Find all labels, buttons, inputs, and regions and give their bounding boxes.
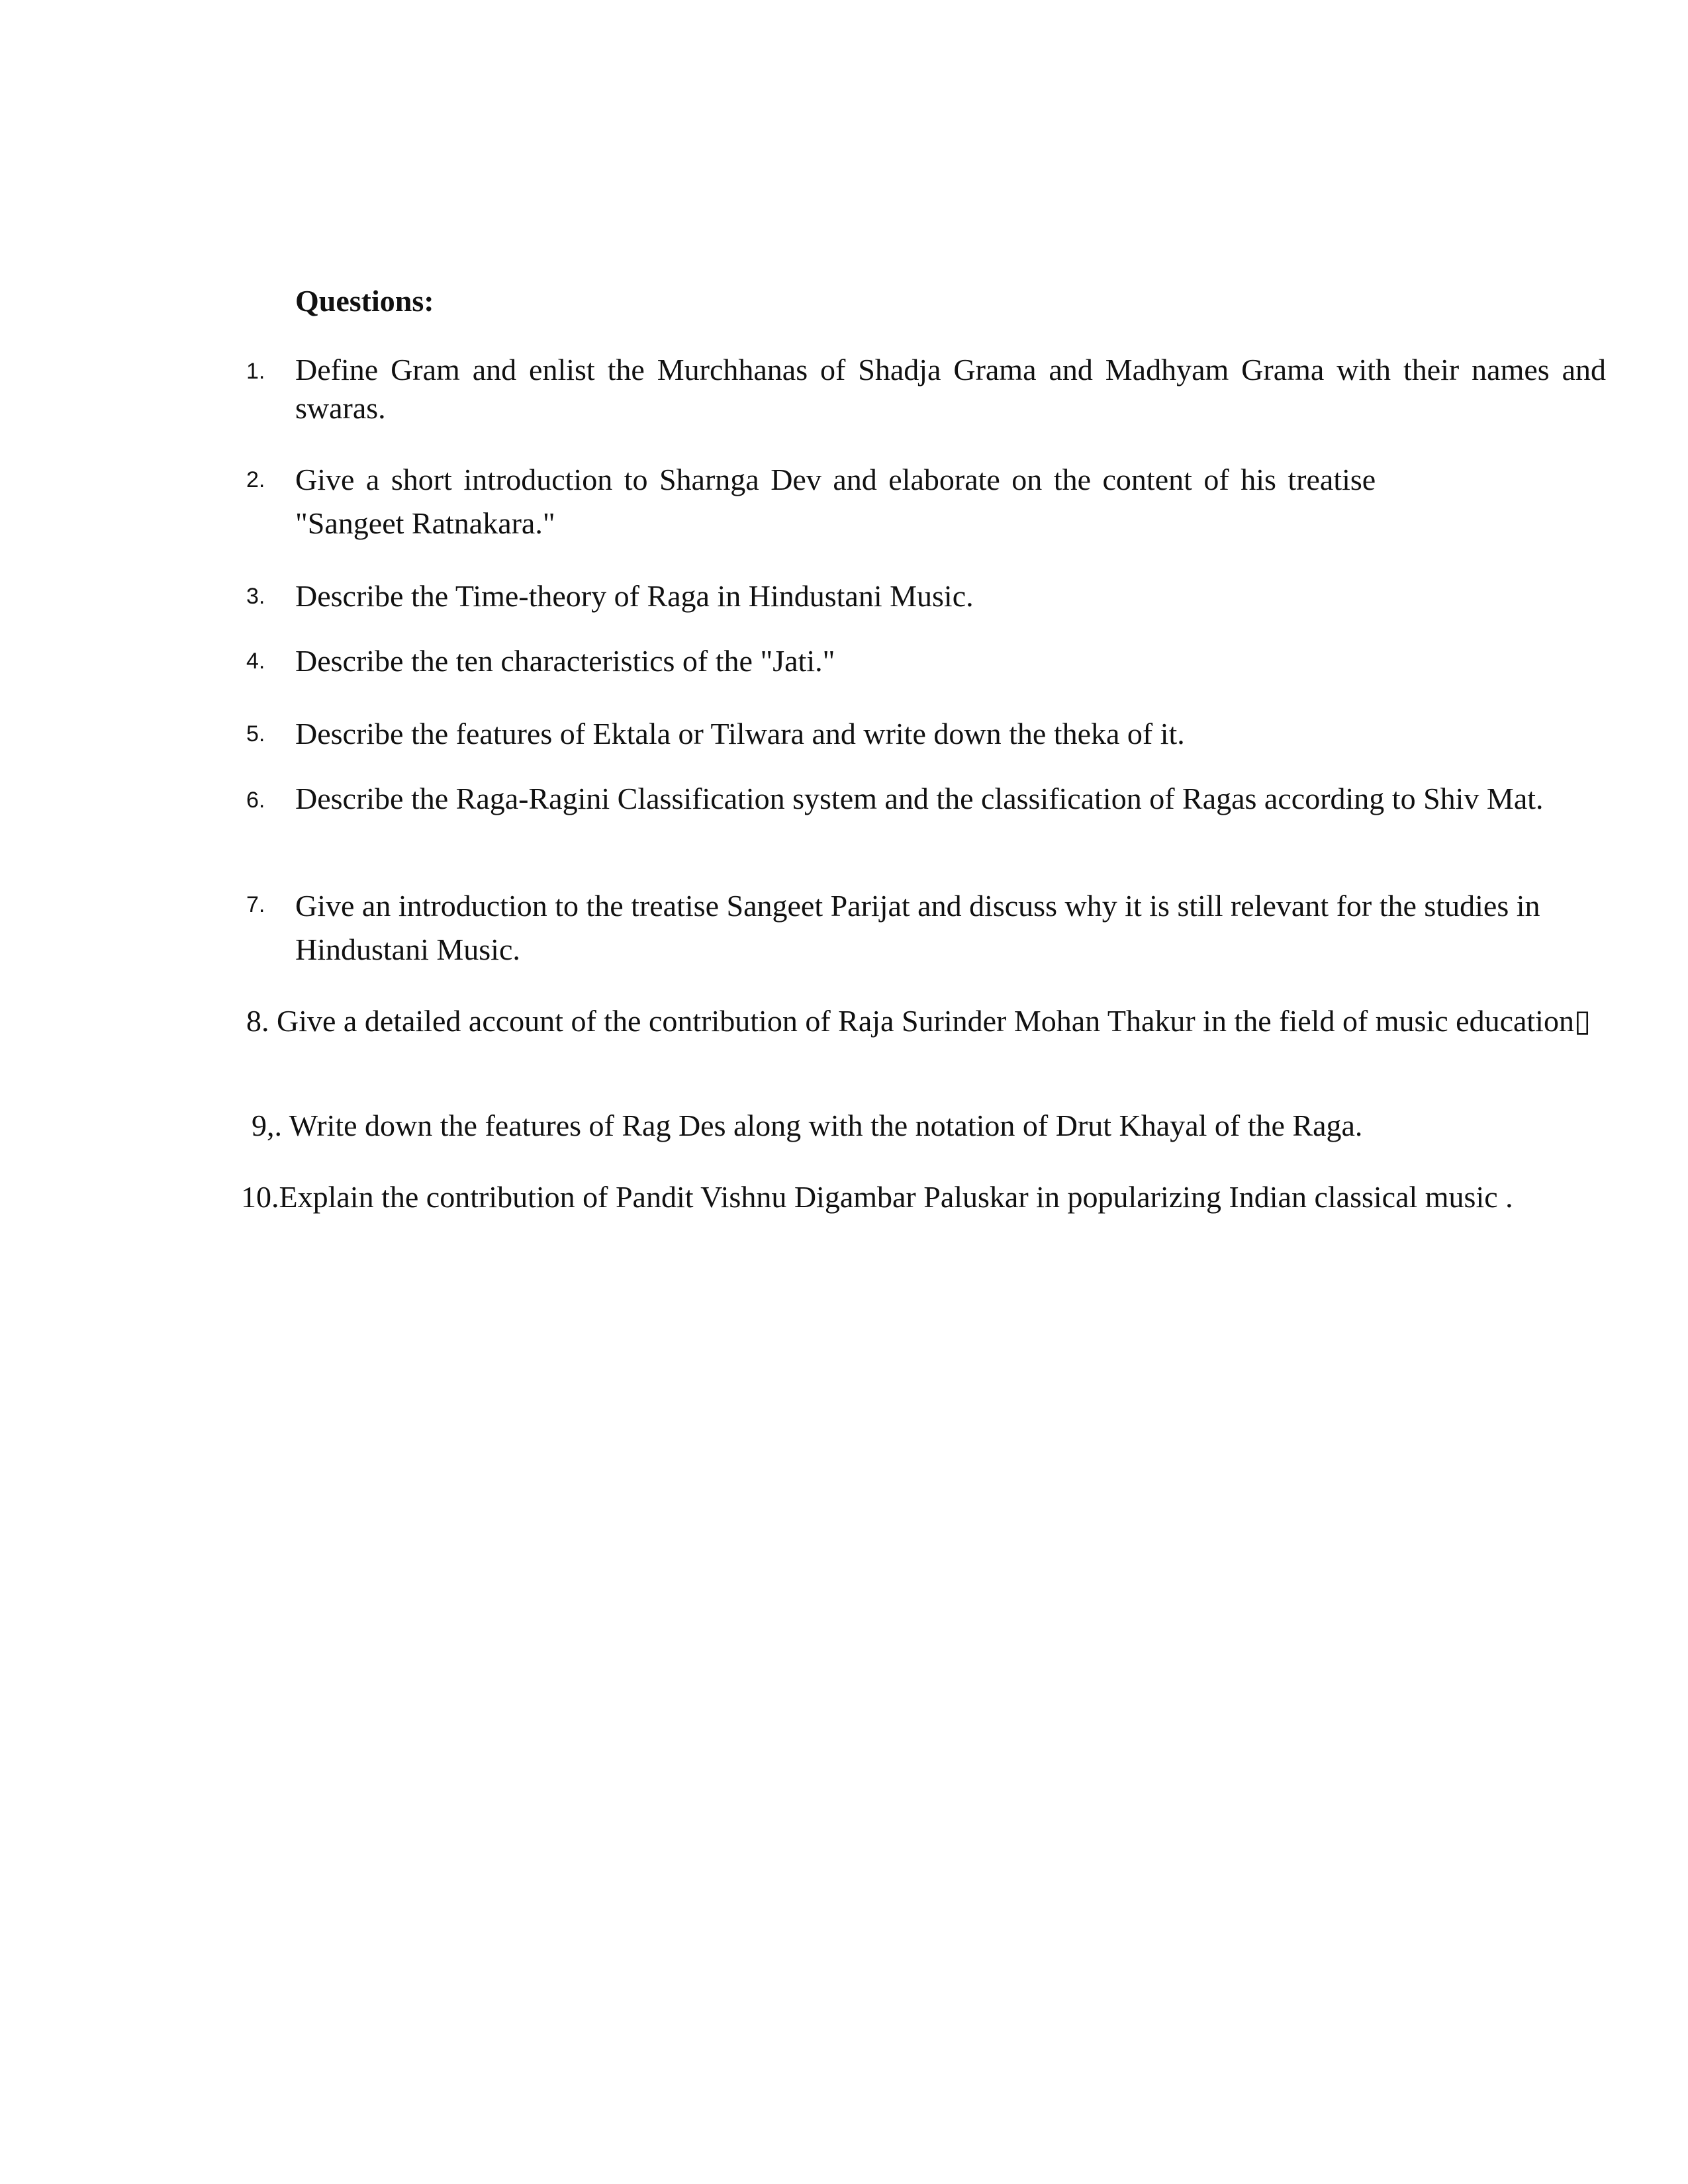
question-text: Describe the Raga-Ragini Classification system and the classification of Ragas according to Shiv Mat.	[295, 782, 1544, 815]
question-text: Describe the Time-theory of Raga in Hindustani Music.	[295, 579, 974, 613]
question-text: Define Gram and enlist the Murchhanas of Shadja Grama and Madhyam Grama with their names and swaras.	[295, 353, 1606, 425]
question-text-line-1: Give a short introduction to Sharnga Dev and elaborate on the content of his treatise	[295, 463, 1376, 496]
question-number: 2.	[246, 467, 265, 492]
question-number: 4.	[246, 649, 265, 674]
question-9: 9,. Write down the features of Rag Des along with the notation of Drut Khayal of the Raga.	[252, 1109, 1363, 1142]
question-number: 6.	[246, 788, 265, 813]
question-text-line-2: "Sangeet Ratnakara."	[295, 506, 555, 540]
question-text: Describe the ten characteristics of the "Jati."	[295, 644, 835, 678]
question-number: 5.	[246, 721, 265, 747]
question-10: 10.Explain the contribution of Pandit Vishnu Digambar Paluskar in popularizing Indian classical music .	[241, 1180, 1513, 1214]
question-number: 1.	[246, 359, 265, 384]
question-text: Describe the features of Ektala or Tilwara and write down the theka of it.	[295, 717, 1185, 751]
question-number: 7.	[246, 892, 265, 917]
question-number: 3.	[246, 584, 265, 609]
question-8: 8. Give a detailed account of the contribution of Raja Surinder Mohan Thakur in the field of music education▯	[246, 1004, 1591, 1038]
question-text: Give an introduction to the treatise Sangeet Parijat and discuss why it is still relevant for the studies in Hindustani Music.	[295, 889, 1540, 966]
questions-heading: Questions:	[295, 284, 434, 318]
